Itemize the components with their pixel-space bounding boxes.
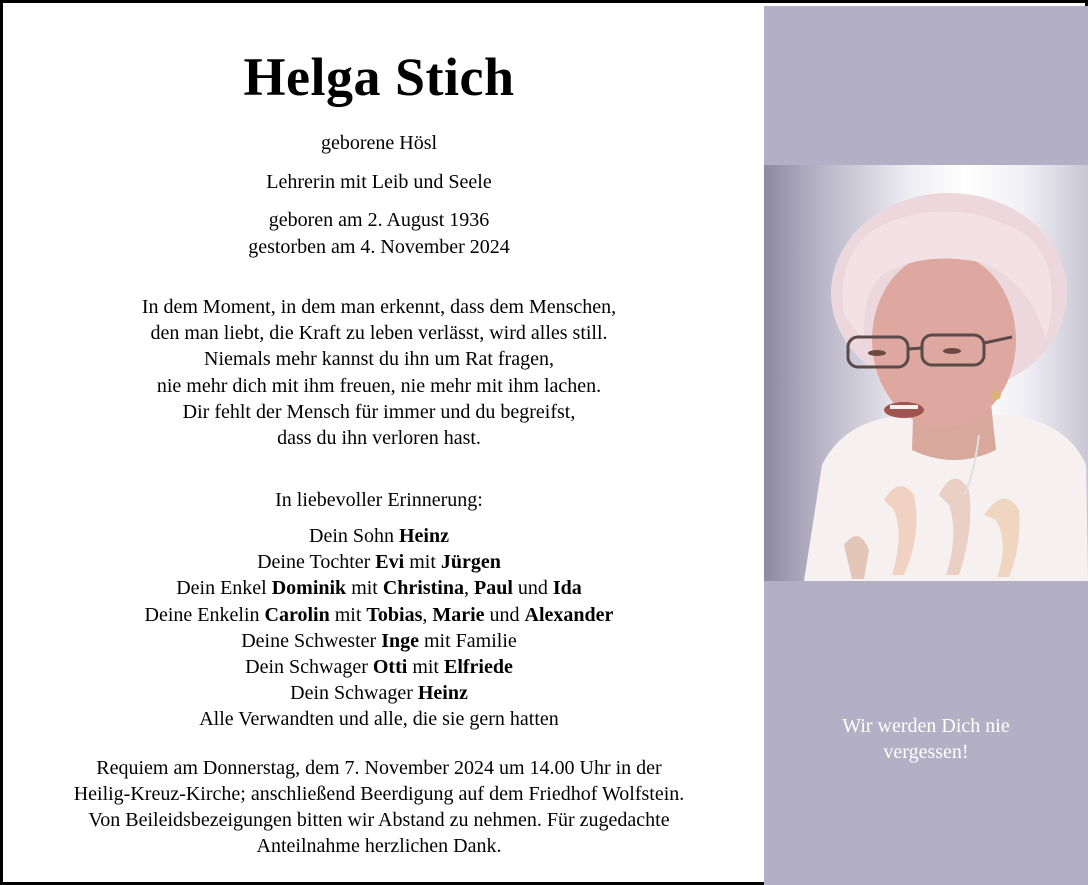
side-quote-line: vergessen! [883,741,969,763]
mourner-line-all: Alle Verwandten und alle, die sie gern hatten [199,708,559,731]
poem [6,294,752,451]
side-quote-line: Wir werden Dich nie [842,715,1010,737]
mourner-line-sister: Deine Schwester Inge mit Familie [241,629,517,652]
poem-line: In dem Moment, in dem man erkennt, dass dem Menschen, [141,296,617,318]
mourner-line-son: Dein Sohn Heinz [309,525,449,547]
mourners-list [6,523,752,733]
requiem-line: Requiem am Donnerstag, dem 7. November 2024 um 14.00 Uhr in der [96,757,662,779]
mourner-line-granddaughter: Deine Enkelin Carolin mit Tobias, Marie und Alexander [144,603,614,626]
deceased-name: Helga Stich [243,47,515,107]
requiem-line: Heilig-Kreuz-Kirche; anschließend Beerdigung auf dem Friedhof Wolfstein. [73,783,685,805]
side-quote [764,713,1088,765]
poem-line: nie mehr dich mit ihm freuen, nie mehr mit ihm lachen. [156,374,602,397]
mourner-line-brother-in-law-1: Dein Schwager Otti mit Elfriede [245,656,513,679]
birth-date: geboren am 2. August 1936 [268,209,490,231]
poem-line: Niemals mehr kannst du ihn um Rat fragen, [204,348,554,371]
requiem-line: Anteilnahme herzlichen Dank. [256,835,502,857]
tagline: Lehrerin mit Leib und Seele [266,171,492,193]
poem-line: Dir fehlt der Mensch für immer und du begreifst, [182,400,576,423]
obituary-text-column [6,6,764,885]
poem-line: den man liebt, die Kraft zu leben verlässt, wird alles still. [150,322,608,345]
poem-line: dass du ihn verloren hast. [277,427,481,450]
memory-heading: In liebevoller Erinnerung: [275,489,483,511]
side-panel [764,6,1088,885]
birth-name: geborene Hösl [320,132,438,154]
requiem-notice [6,755,752,859]
mourner-line-grandson: Dein Enkel Dominik mit Christina, Paul und Ida [176,577,582,600]
requiem-line: Von Beileidsbezeigungen bitten wir Abstand zu nehmen. Für zugedachte [88,809,670,831]
mourner-line-daughter: Deine Tochter Evi mit Jürgen [257,551,501,574]
death-date: gestorben am 4. November 2024 [248,236,510,258]
mourner-line-brother-in-law-2: Dein Schwager Heinz [290,682,468,705]
portrait-photo [764,165,1088,581]
